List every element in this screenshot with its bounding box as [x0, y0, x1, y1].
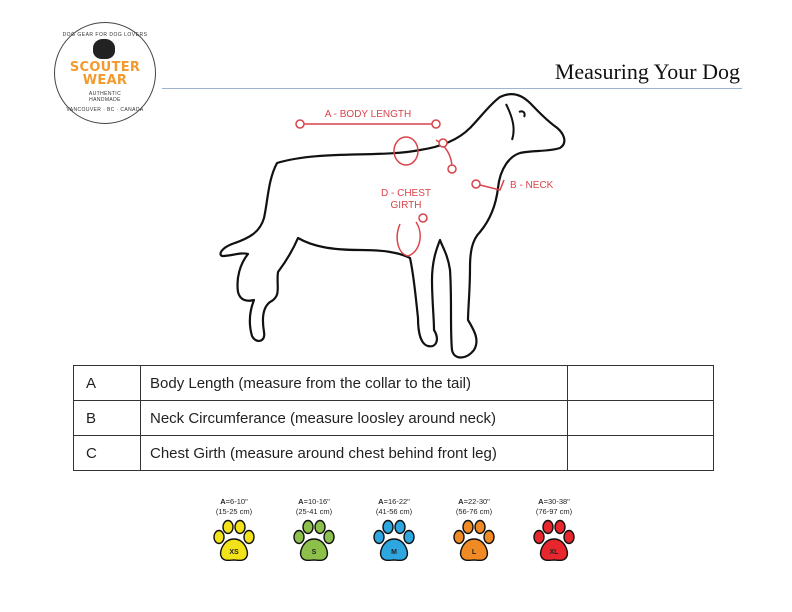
- size-range: A=22-30": [458, 497, 490, 506]
- collar-end-marker: [448, 165, 456, 173]
- size-range: A=6-10": [220, 497, 248, 506]
- size-label: M: [391, 549, 397, 556]
- row-letter: B: [74, 401, 141, 436]
- row-letter: A: [74, 366, 141, 401]
- dog-ear: [506, 104, 514, 140]
- neck-label: B - NECK: [510, 180, 554, 191]
- logo-tagline: DOG GEAR FOR DOG LOVERS: [62, 32, 148, 38]
- table-row: [74, 401, 714, 436]
- size-range: A=10-16": [298, 497, 330, 506]
- size-label: XS: [229, 549, 239, 556]
- table-row: [74, 436, 714, 471]
- size-item-xs: [198, 497, 270, 565]
- chest-girth-label-line2: GIRTH: [390, 200, 422, 211]
- chest-girth-marker: [419, 214, 427, 222]
- table-row: [74, 366, 714, 401]
- size-item-l: [438, 497, 510, 565]
- row-description: Neck Circumferance (measure loosley around neck): [141, 401, 568, 436]
- paw-icon: [211, 519, 257, 565]
- paw-icon: [371, 519, 417, 565]
- logo-brand-line2: WEAR: [82, 73, 128, 88]
- row-value-cell[interactable]: [568, 436, 714, 471]
- size-cm: (56-76 cm): [455, 507, 493, 516]
- size-cm: (41-56 cm): [375, 507, 413, 516]
- body-length-start-marker: [296, 120, 304, 128]
- size-cm: (25-41 cm): [295, 507, 333, 516]
- logo-location: VANCOUVER · BC · CANADA: [66, 107, 144, 113]
- size-chart: [190, 497, 610, 587]
- size-item-xl: [518, 497, 590, 565]
- chest-girth-label-line1: D - CHEST: [381, 188, 431, 199]
- row-description: Body Length (measure from the collar to the tail): [141, 366, 568, 401]
- neck-marker: [472, 180, 480, 188]
- size-cm: (76-97 cm): [535, 507, 573, 516]
- paw-icon: [451, 519, 497, 565]
- row-value-cell[interactable]: [568, 366, 714, 401]
- chest-loop-bottom: [397, 222, 420, 256]
- body-length-label: A - BODY LENGTH: [324, 109, 412, 120]
- row-value-cell[interactable]: [568, 401, 714, 436]
- logo-brand-line1: SCOUTER: [69, 60, 141, 75]
- dog-eye: [519, 111, 525, 117]
- row-description: Chest Girth (measure around chest behind front leg): [141, 436, 568, 471]
- size-range: A=16-22": [378, 497, 410, 506]
- body-length-end-marker: [432, 120, 440, 128]
- row-letter: C: [74, 436, 141, 471]
- size-label: S: [311, 549, 317, 556]
- measurement-table: [73, 365, 714, 471]
- size-item-s: [278, 497, 350, 565]
- paw-icon: [291, 519, 337, 565]
- size-cm: (15-25 cm): [215, 507, 253, 516]
- size-item-m: [358, 497, 430, 565]
- logo-sub-line2: HANDMADE: [89, 97, 121, 103]
- paw-icon: [531, 519, 577, 565]
- size-label: L: [471, 549, 477, 556]
- collar-start-marker: [439, 139, 447, 147]
- size-range: A=30-38": [538, 497, 570, 506]
- size-label: XL: [549, 549, 559, 556]
- logo-sub-line1: AUTHENTIC: [88, 91, 122, 97]
- page-title: Measuring Your Dog: [554, 59, 740, 84]
